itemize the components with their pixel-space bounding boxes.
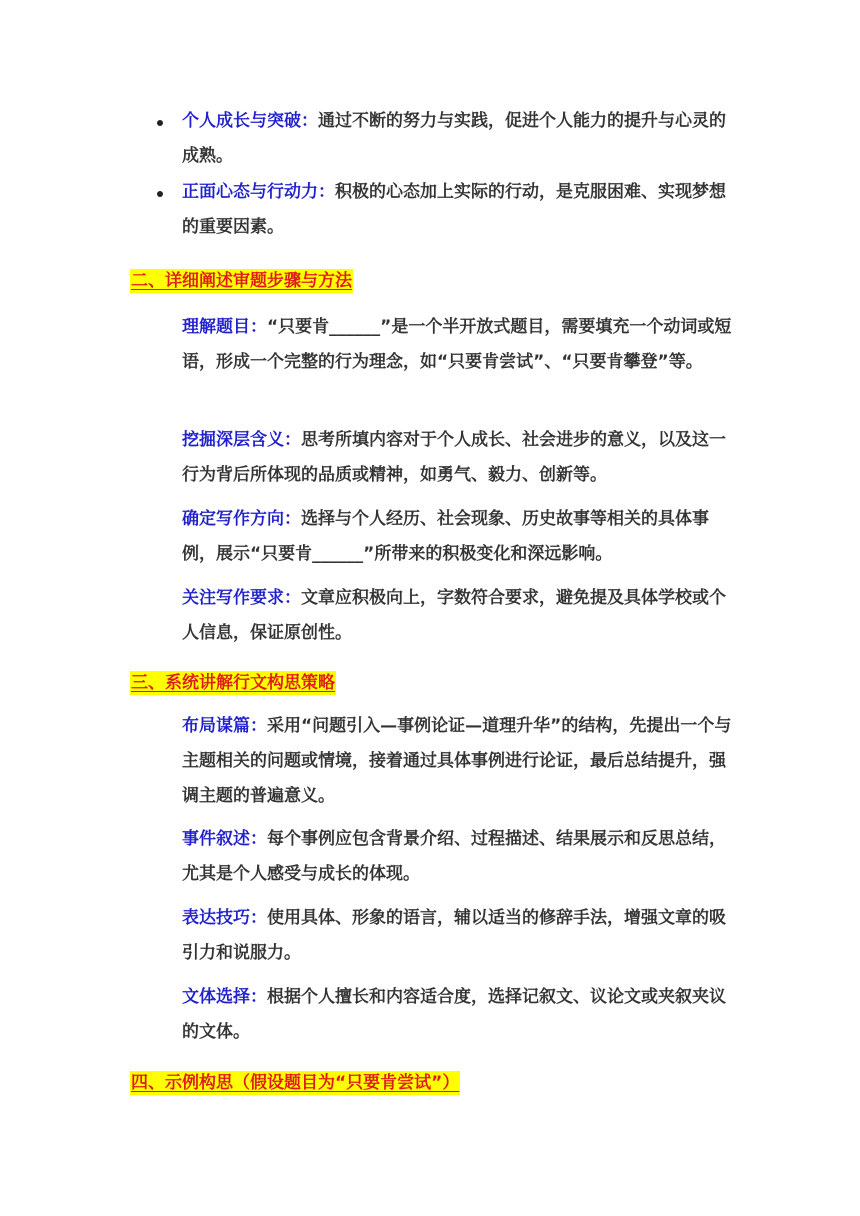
paragraph-text: 采用“问题引入—事例论证—道理升华”的结构，先提出一个与主题相关的问题或情境，接着通过具体事例进行论证，最后总结提升，强调主题的普遍意义。 bbox=[182, 716, 732, 806]
paragraph-layout-planning bbox=[182, 709, 734, 814]
section-heading-example-concept: 四、示例构思（假设题目为“只要肯尝试”） bbox=[131, 1073, 460, 1093]
paragraph-label: 关注写作要求： bbox=[182, 588, 301, 608]
paragraph-expression-skills bbox=[182, 901, 734, 971]
paragraph-genre-choice bbox=[182, 980, 734, 1050]
bullet-label: 个人成长与突破： bbox=[182, 111, 318, 131]
paragraph-label: 事件叙述： bbox=[182, 829, 267, 849]
paragraph-event-narration bbox=[182, 822, 734, 892]
paragraph-label: 表达技巧： bbox=[182, 908, 267, 928]
paragraph-label: 确定写作方向： bbox=[182, 509, 301, 529]
paragraph-text: 根据个人擅长和内容适合度，选择记叙文、议论文或夹叙夹议的文体。 bbox=[182, 987, 726, 1042]
paragraph-text: “只要肯______”是一个半开放式题目，需要填充一个动词或短语，形成一个完整的行为理念，如“只要肯尝试”、“只要肯攀登”等。 bbox=[182, 317, 732, 372]
paragraph-label: 挖掘深层含义： bbox=[182, 430, 301, 450]
paragraph-label: 文体选择： bbox=[182, 987, 267, 1007]
paragraph-text: 每个事例应包含背景介绍、过程描述、结果展示和反思总结，尤其是个人感受与成长的体现。 bbox=[182, 829, 726, 884]
bullet-dot-icon bbox=[157, 191, 163, 197]
paragraph-text: 使用具体、形象的语言，辅以适当的修辞手法，增强文章的吸引力和说服力。 bbox=[182, 908, 726, 963]
bullet-text: 通过不断的努力与实践，促进个人能力的提升与心灵的成熟。 bbox=[182, 111, 726, 166]
section-heading-composition-strategy: 三、系统讲解行文构思策略 bbox=[131, 673, 335, 693]
paragraph-writing-requirements bbox=[182, 581, 734, 651]
summary-bullet-list bbox=[182, 104, 734, 245]
paragraph-label: 理解题目： bbox=[182, 317, 267, 337]
section-heading-review-steps: 二、详细阐述审题步骤与方法 bbox=[131, 271, 352, 291]
paragraph-label: 布局谋篇： bbox=[182, 716, 267, 736]
bullet-item-mindset bbox=[182, 175, 734, 245]
paragraph-text: 文章应积极向上，字数符合要求，避免提及具体学校或个人信息，保证原创性。 bbox=[182, 588, 726, 643]
bullet-dot-icon bbox=[157, 120, 163, 126]
bullet-text: 积极的心态加上实际的行动，是克服困难、实现梦想的重要因素。 bbox=[182, 182, 726, 237]
paragraph-text: 选择与个人经历、社会现象、历史故事等相关的具体事例，展示“只要肯______”所带来的积极变化和深远影响。 bbox=[182, 509, 709, 564]
bullet-label: 正面心态与行动力： bbox=[182, 182, 335, 202]
bullet-item-growth bbox=[182, 104, 734, 174]
paragraph-deep-meaning bbox=[182, 423, 734, 493]
paragraph-writing-direction bbox=[182, 502, 734, 572]
paragraph-text: 思考所填内容对于个人成长、社会进步的意义，以及这一行为背后所体现的品质或精神，如勇气、毅力、创新等。 bbox=[182, 430, 726, 485]
paragraph-understand-topic bbox=[182, 310, 734, 380]
